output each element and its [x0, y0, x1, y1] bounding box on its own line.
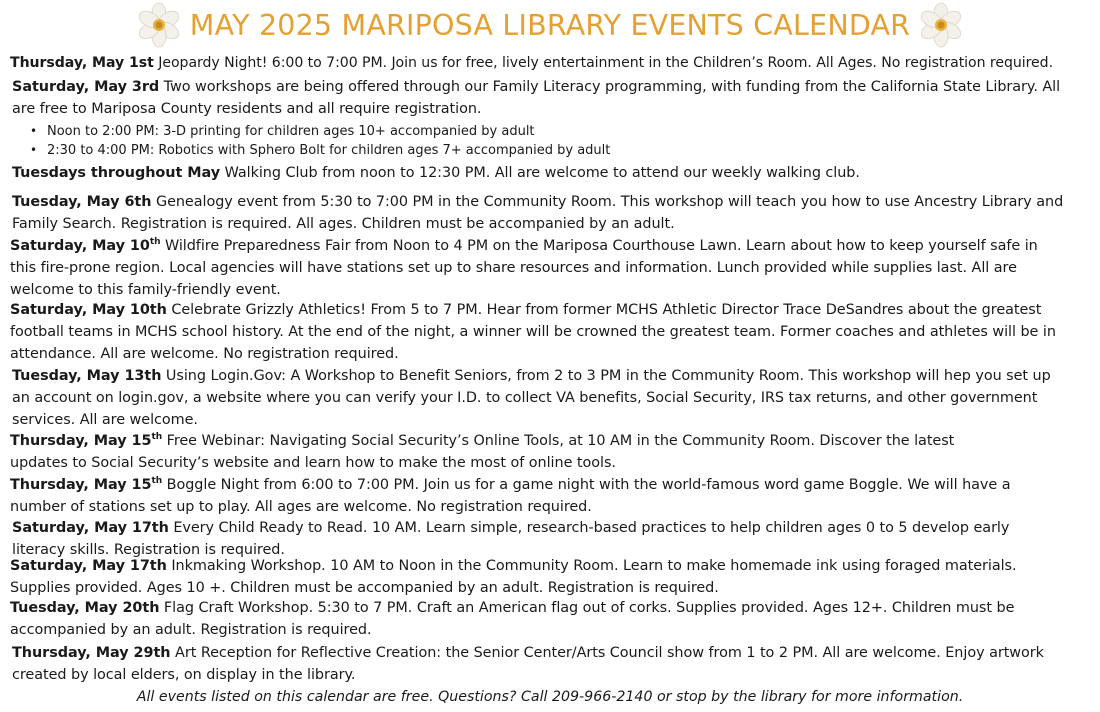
event-description: Two workshops are being offered through our Family Literacy programming, with funding from the California State Library. All are free to Mariposa County residents and all require registration. — [12, 79, 1061, 117]
session-list — [30, 122, 1030, 160]
session-text: Noon to 2:00 PM: 3-D printing for children ages 10+ accompanied by adult — [47, 124, 535, 139]
event-description: Jeopardy Night! 6:00 to 7:00 PM. Join us for free, lively entertainment in the Children’s Room. All Ages. No registration required. — [153, 55, 1054, 71]
event-date: Thursday, May 15th — [10, 432, 163, 449]
list-item — [30, 122, 1030, 141]
event-entry — [12, 642, 1072, 686]
event-date: Saturday, May 17th — [10, 558, 167, 574]
white-flower-icon — [918, 2, 964, 48]
event-entry — [10, 52, 1095, 74]
event-description: Flag Craft Workshop. 5:30 to 7 PM. Craft an American flag out of corks. Supplies provided. Ages 12+. Children must be accompanied by an adult. Registration is required. — [10, 600, 1015, 638]
page-title: MAY 2025 MARIPOSA LIBRARY EVENTS CALENDAR — [189, 8, 911, 42]
event-date: Saturday, May 3rd — [12, 79, 160, 95]
bullet-icon: • — [30, 124, 38, 138]
event-description: Wildfire Preparedness Fair from Noon to 4 PM on the Mariposa Courthouse Lawn. Learn about how to keep yourself safe in this fire-prone region. Local agencies will have stations set up to share resources and information. Lunch provided while supplies last. All are welcome to this family-friendly event. — [10, 238, 1038, 298]
event-date: Saturday, May 17th — [12, 520, 169, 536]
event-date: Thursday, May 15th — [10, 476, 163, 493]
event-entry — [12, 76, 1077, 120]
white-flower-icon — [136, 2, 182, 48]
event-description: Free Webinar: Navigating Social Security’s Online Tools, at 10 AM in the Community Room. Discover the latest updates to Social Security’s website and learn how to make the most of online tools. — [10, 433, 955, 471]
event-entry — [12, 162, 1077, 184]
event-description: Walking Club from noon to 12:30 PM. All are welcome to attend our weekly walking club. — [220, 165, 860, 181]
event-date: Saturday, May 10th — [10, 302, 167, 318]
event-description: Using Login.Gov: A Workshop to Benefit Seniors, from 2 to 3 PM in the Community Room. This workshop will hep you set up an account on login.gov, a website where you can verify your I.D. to collect VA benefits, Social Security, IRS tax returns, and other government services. All are welcome. — [12, 368, 1051, 428]
footer-note: All events listed on this calendar are free. Questions? Call 209-966-2140 or stop by the library for more information. — [136, 689, 964, 705]
event-entry — [12, 191, 1077, 235]
event-entry — [10, 474, 1025, 518]
event-date: Tuesday, May 6th — [12, 194, 152, 210]
list-item — [30, 141, 1030, 160]
event-entry — [10, 430, 965, 474]
event-entry — [10, 235, 1065, 301]
event-date: Thursday, May 29th — [12, 645, 171, 661]
calendar-header — [0, 0, 1100, 50]
event-entry — [10, 555, 1025, 599]
event-description: Art Reception for Reflective Creation: the Senior Center/Arts Council show from 1 to 2 PM. All are welcome. Enjoy artwork created by local elders, on display in the library. — [12, 645, 1044, 683]
event-date: Tuesday, May 20th — [10, 600, 160, 616]
event-date: Tuesday, May 13th — [12, 368, 162, 384]
session-text: 2:30 to 4:00 PM: Robotics with Sphero Bolt for children ages 7+ accompanied by adult — [47, 143, 611, 158]
event-date: Saturday, May 10th — [10, 237, 161, 254]
event-description: Genealogy event from 5:30 to 7:00 PM in the Community Room. This workshop will teach you how to use Ancestry Library and Family Search. Registration is required. All ages. Children must be accompanied by an adult. — [12, 194, 1064, 232]
event-date: Thursday, May 1st — [10, 55, 154, 71]
event-description: Inkmaking Workshop. 10 AM to Noon in the Community Room. Learn to make homemade ink using foraged materials. Supplies provided. Ages 10 +. Children must be accompanied by an adult. Registration is required. — [10, 558, 1017, 596]
bullet-icon: • — [30, 143, 38, 157]
event-entry — [12, 365, 1067, 431]
event-entry — [10, 299, 1070, 365]
event-entry — [10, 597, 1035, 641]
event-description: Every Child Ready to Read. 10 AM. Learn simple, research-based practices to help children ages 0 to 5 develop early literacy skills. Registration is required. — [12, 520, 1010, 558]
event-description: Boggle Night from 6:00 to 7:00 PM. Join us for a game night with the world-famous word game Boggle. We will have a number of stations set up to play. All ages are welcome. No registration required. — [10, 477, 1011, 515]
event-description: Celebrate Grizzly Athletics! From 5 to 7 PM. Hear from former MCHS Athletic Director Trace DeSandres about the greatest football teams in MCHS school history. At the end of the night, a winner will be crowned the greatest team. Former coaches and athletes will be in attendance. All are welcome. No registration required. — [10, 302, 1056, 362]
event-date: Tuesdays throughout May — [12, 165, 221, 181]
